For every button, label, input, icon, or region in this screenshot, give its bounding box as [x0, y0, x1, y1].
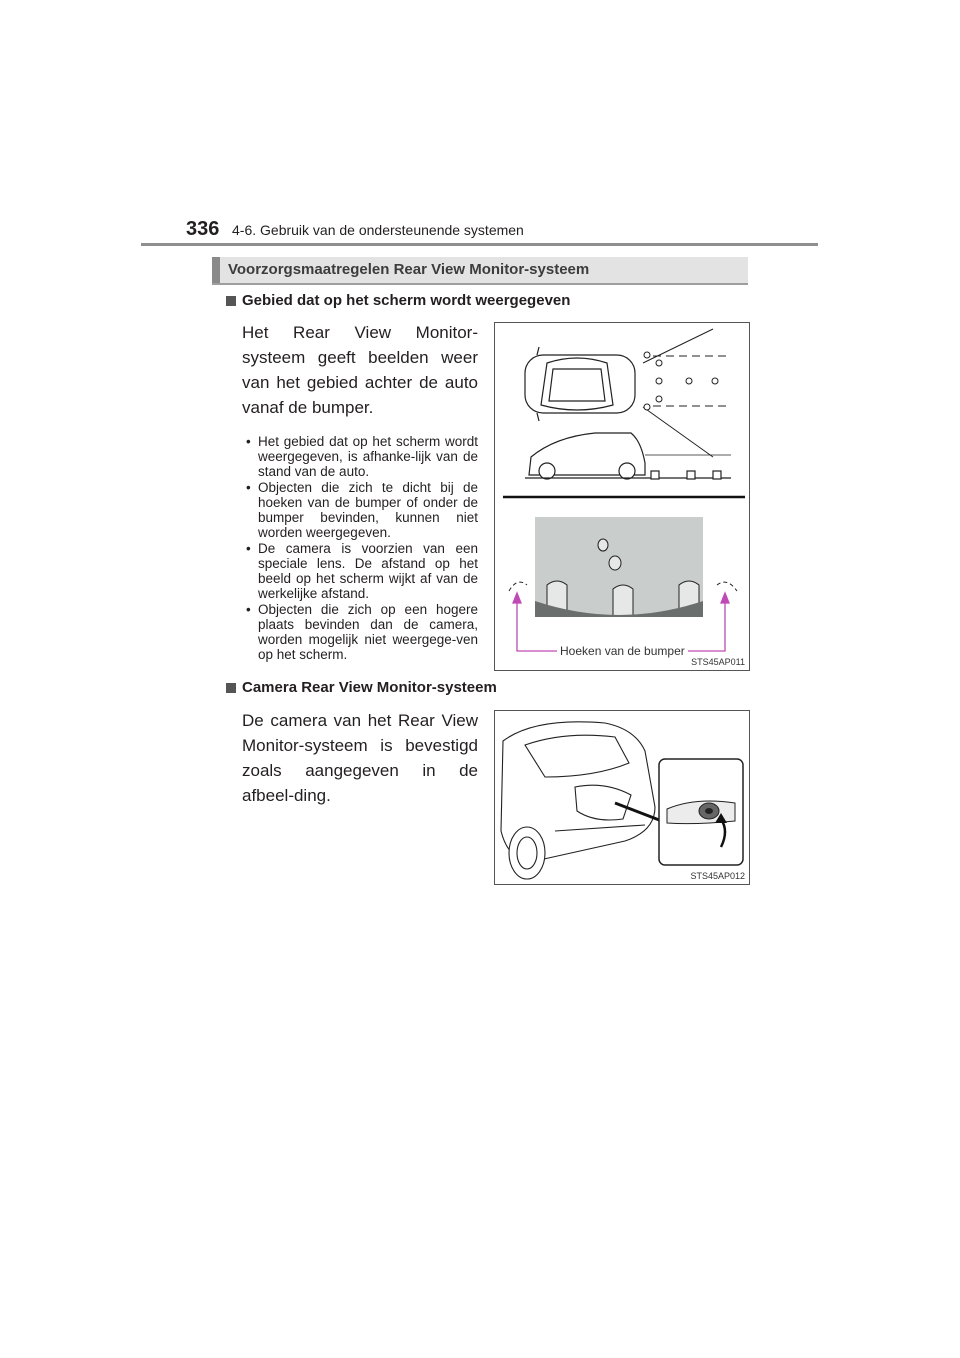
car-side-view-icon [525, 433, 731, 479]
camera-view-lines [643, 329, 731, 457]
section-title: Voorzorgsmaatregelen Rear View Monitor-systeem [228, 261, 590, 278]
bumper-corners-callout: Hoeken van de bumper [557, 644, 688, 658]
camera-detail-inset [659, 759, 743, 865]
area-heading-text: Gebied dat op het scherm wordt weergegeven [242, 292, 571, 309]
area-bullet: • Objecten die zich te dicht bij de hoeken van de bumper of onder de bumper bevinden, kunnen niet worden weergegeven. [242, 480, 478, 540]
header-divider [141, 243, 818, 246]
area-bullet: • De camera is voorzien van een speciale lens. De afstand op het beeld op het scherm wijkt af van de werkelijke afstand. [242, 541, 478, 601]
area-bullet-list [242, 434, 478, 663]
area-bullet: • Het gebied dat op het scherm wordt weergegeven, is afhanke-lijk van de stand van de auto. [242, 434, 478, 479]
car-rear-icon [501, 722, 655, 879]
figure-code: STS45AP011 [691, 657, 745, 667]
area-heading [226, 292, 570, 309]
chapter-title: 4-6. Gebruik van de ondersteunende systemen [232, 222, 524, 238]
figure-code: STS45AP012 [690, 871, 745, 881]
heading-square-icon [226, 683, 236, 693]
car-top-view-icon [525, 347, 635, 421]
area-paragraph: Het Rear View Monitor-systeem geeft beelden weer van het gebied achter de auto vanaf de bumper. [242, 323, 478, 417]
camera-paragraph: De camera van het Rear View Monitor-systeem is bevestigd zoals aangegeven in de afbeel-ding. [242, 711, 478, 805]
heading-square-icon [226, 296, 236, 306]
display-area-figure [494, 322, 750, 671]
camera-location-figure [494, 710, 750, 885]
camera-heading-text: Camera Rear View Monitor-systeem [242, 679, 497, 696]
object-markers [644, 352, 718, 410]
area-bullet: • Objecten die zich op een hogere plaats bevinden dan de camera, worden mogelijk niet weergege-ven op het scherm. [242, 602, 478, 662]
section-title-bar [212, 257, 748, 285]
rear-car-illustration [495, 711, 749, 884]
display-area-illustration [495, 323, 749, 670]
section-accent [212, 257, 220, 283]
camera-heading [226, 679, 497, 696]
page-number: 336 [186, 218, 220, 240]
